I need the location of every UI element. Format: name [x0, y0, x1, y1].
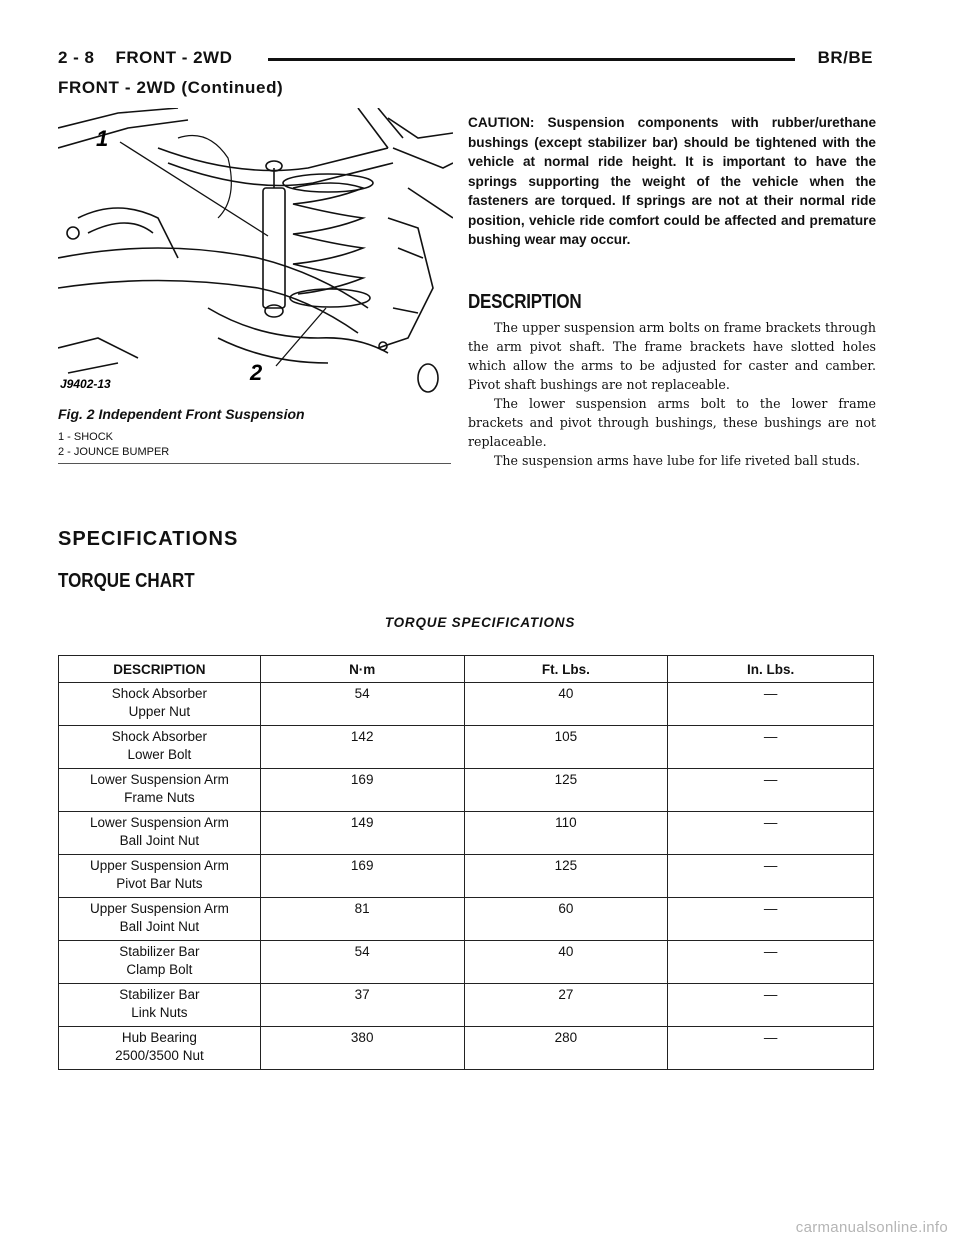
cell-in-lbs: — [668, 769, 874, 812]
table-row [59, 1027, 874, 1070]
table-row [59, 683, 874, 726]
cell-ft-lbs: 105 [464, 726, 668, 769]
callout-1: 1 [96, 126, 109, 151]
torque-table [58, 655, 874, 1070]
cell-description [59, 1027, 261, 1070]
cell-nm: 81 [260, 898, 464, 941]
description-paragraph: The suspension arms have lube for life riveted ball studs. [494, 453, 861, 468]
cell-ft-lbs: 40 [464, 683, 668, 726]
cell-description-line: Link Nuts [131, 1005, 188, 1020]
cell-description-line: Hub Bearing [121, 1030, 197, 1045]
cell-description-line: Lower Suspension Arm [90, 772, 229, 787]
cell-description [59, 683, 261, 726]
cell-in-lbs: — [668, 1027, 874, 1070]
table-row [59, 855, 874, 898]
cell-description [59, 812, 261, 855]
cell-description-line: Ball Joint Nut [119, 919, 200, 934]
cell-ft-lbs: 40 [464, 941, 668, 984]
cell-nm: 54 [260, 941, 464, 984]
cell-description-line: Stabilizer Bar [119, 944, 200, 959]
figure-legend [58, 430, 169, 460]
cell-in-lbs: — [668, 683, 874, 726]
cell-in-lbs: — [668, 855, 874, 898]
cell-in-lbs: — [668, 812, 874, 855]
callout-2: 2 [250, 360, 263, 385]
cell-ft-lbs: 60 [464, 898, 668, 941]
cell-description-line: Shock Absorber [111, 729, 208, 744]
cell-description [59, 769, 261, 812]
cell-in-lbs: — [668, 941, 874, 984]
header-rule [268, 58, 795, 61]
description-body [468, 318, 876, 470]
cell-description-line: Clamp Bolt [126, 962, 193, 977]
table-row [59, 941, 874, 984]
table-row [59, 769, 874, 812]
torque-chart-heading: TORQUE CHART [58, 570, 195, 592]
table-row [59, 984, 874, 1027]
description-paragraph: The upper suspension arm bolts on frame brackets through the arm pivot shaft. The frame brackets have slotted holes which allow the arms to be adjusted for caster and camber. Pivot shaft bushings are not replaceable. [468, 320, 876, 392]
table-header-row [59, 656, 874, 683]
cell-description-line: Upper Nut [128, 704, 191, 719]
description-paragraph: The lower suspension arms bolt to the lower frame brackets and pivot through bushings, these bushings are not replaceable. [468, 396, 876, 449]
table-row [59, 812, 874, 855]
page-header-left [58, 48, 232, 68]
cell-description-line: 2500/3500 Nut [115, 1048, 204, 1063]
cell-nm: 380 [260, 1027, 464, 1070]
section-continued-title: FRONT - 2WD (Continued) [58, 78, 284, 97]
cell-nm: 54 [260, 683, 464, 726]
cell-nm: 37 [260, 984, 464, 1027]
cell-nm: 169 [260, 855, 464, 898]
cell-ft-lbs: 125 [464, 769, 668, 812]
cell-description-line: Frame Nuts [124, 790, 195, 805]
figure-divider [58, 463, 451, 464]
cell-description-line: Stabilizer Bar [119, 987, 200, 1002]
cell-nm: 169 [260, 769, 464, 812]
cell-nm: 149 [260, 812, 464, 855]
cell-description-line: Upper Suspension Arm [90, 901, 229, 916]
cell-description [59, 726, 261, 769]
table-title: TORQUE SPECIFICATIONS [384, 615, 576, 630]
cell-ft-lbs: 280 [464, 1027, 668, 1070]
cell-in-lbs: — [668, 726, 874, 769]
cell-description [59, 984, 261, 1027]
table-row [59, 898, 874, 941]
column-header: DESCRIPTION [59, 656, 261, 683]
cell-ft-lbs: 110 [464, 812, 668, 855]
page-header [58, 48, 873, 72]
cell-description-line: Ball Joint Nut [119, 833, 200, 848]
model-code: BR/BE [817, 48, 873, 67]
cell-description-line: Lower Bolt [127, 747, 192, 762]
caution-note: CAUTION: Suspension components with rubber/urethane bushings (except stabilizer bar) should be tightened with the vehicle at normal ride height. It is important to have the springs supporting the weight of the vehicle when the fasteners are torqued. If springs are not at their normal ride position, vehicle ride comfort could be affected and premature bushing wear may occur. [468, 115, 876, 247]
column-header: Ft. Lbs. [464, 656, 668, 683]
drawing-id: J9402-13 [60, 377, 111, 391]
cell-ft-lbs: 27 [464, 984, 668, 1027]
cell-in-lbs: — [668, 984, 874, 1027]
suspension-illustration [58, 108, 453, 400]
cell-nm: 142 [260, 726, 464, 769]
column-header: In. Lbs. [668, 656, 874, 683]
cell-ft-lbs: 125 [464, 855, 668, 898]
specifications-heading: SPECIFICATIONS [58, 528, 239, 550]
cell-description-line: Pivot Bar Nuts [116, 876, 203, 891]
cell-description [59, 941, 261, 984]
legend-item-jounce-bumper: 2 - JOUNCE BUMPER [58, 446, 170, 458]
figure-caption: Fig. 2 Independent Front Suspension [58, 406, 305, 422]
cell-description-line: Upper Suspension Arm [90, 858, 229, 873]
section-name: FRONT - 2WD [115, 48, 233, 67]
cell-description-line: Lower Suspension Arm [90, 815, 229, 830]
watermark: carmanualsonline.info [795, 1219, 948, 1236]
cell-in-lbs: — [668, 898, 874, 941]
description-heading: DESCRIPTION [468, 291, 582, 313]
table-row [59, 726, 874, 769]
page-number: 2 - 8 [58, 48, 95, 67]
legend-item-shock: 1 - SHOCK [58, 431, 114, 443]
cell-description [59, 855, 261, 898]
column-header: N·m [260, 656, 464, 683]
cell-description [59, 898, 261, 941]
cell-description-line: Shock Absorber [111, 686, 208, 701]
